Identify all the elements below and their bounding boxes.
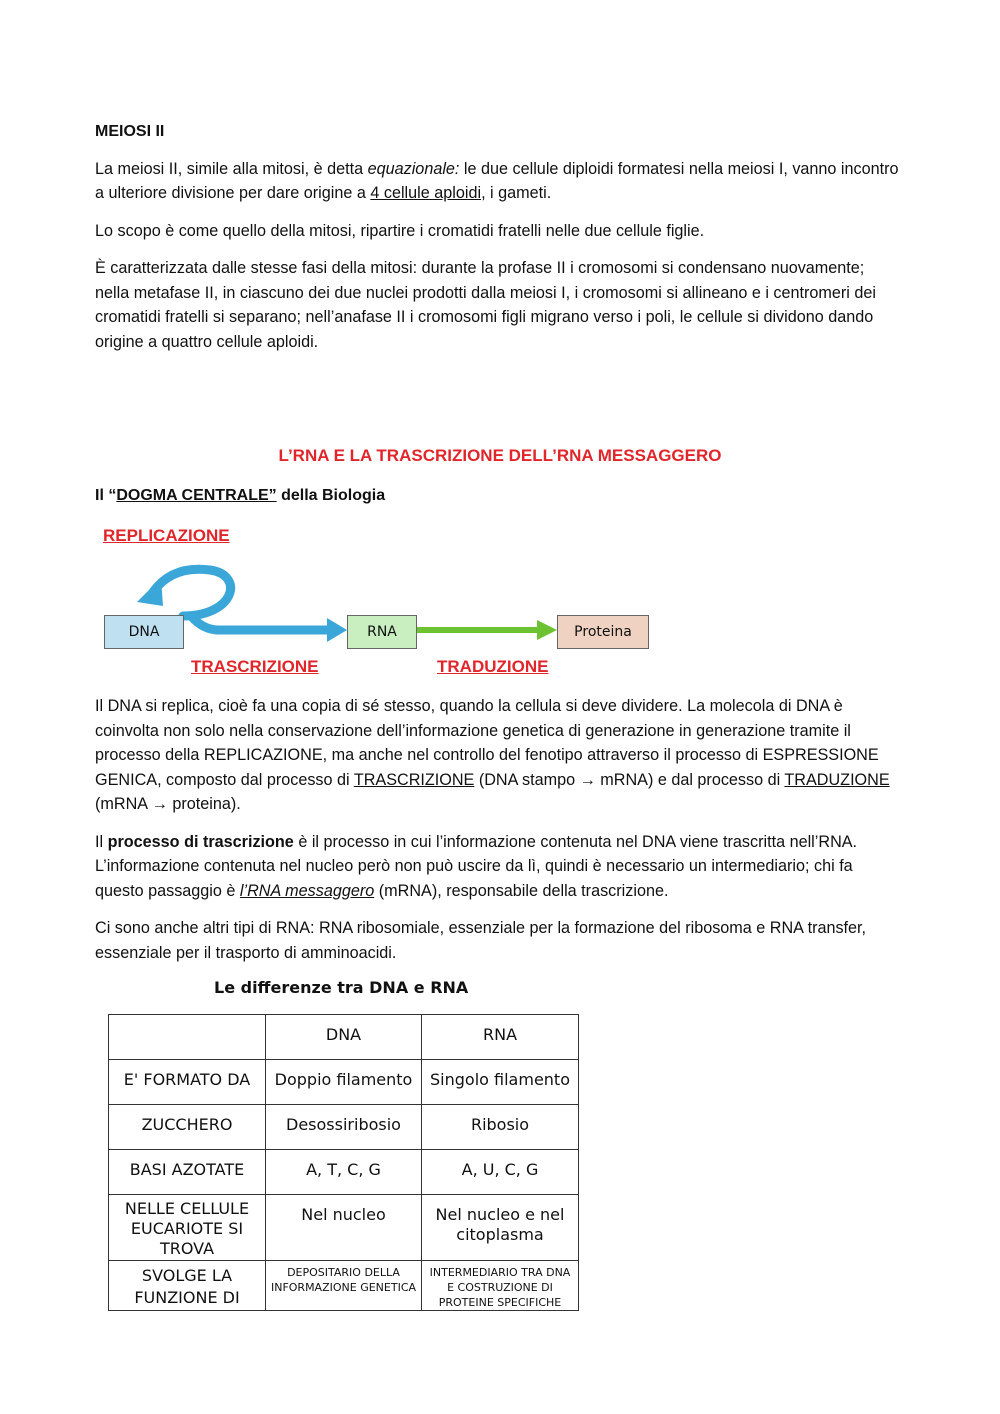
replication-loop-arrow	[153, 569, 231, 616]
label-replicazione: REPLICAZIONE	[103, 526, 230, 545]
table-cell: SVOLGE LA FUNZIONE DI	[109, 1261, 266, 1311]
table-cell: Ribosio	[422, 1105, 579, 1150]
replication-arrowhead	[137, 578, 163, 606]
body-paragraph-1: Il DNA si replica, cioè fa una copia di sé stesso, quando la cellula si deve dividere. La molecola di DNA è coinvolta non solo nella conservazione dell’informazione genetica di generazione in generazione tramite il processo della REPLICAZIONE, ma anche nel controllo del fenotipo attraverso il processo di ESPRESSIONE GENICA, composto dal processo di TRASCRIZIONE (DNA stampo → mRNA) e dal processo di TRADUZIONE (mRNA → proteina).	[95, 697, 890, 813]
table-cell: Doppio filamento	[266, 1060, 422, 1105]
table-header-cell: DNA	[266, 1015, 422, 1060]
box-rna: RNA	[347, 615, 417, 649]
table-cell: BASI AZOTATE	[109, 1150, 266, 1195]
meiosi-paragraph-2: Lo scopo è come quello della mitosi, ripartire i cromatidi fratelli nelle due cellule figlie.	[95, 221, 705, 240]
table-cell: DEPOSITARIO DELLA INFORMAZIONE GENETICA	[266, 1261, 422, 1311]
translation-arrowhead	[537, 620, 557, 640]
central-dogma-diagram	[95, 520, 665, 690]
table-cell: Desossiribosio	[266, 1105, 422, 1150]
box-dna: DNA	[104, 615, 184, 649]
box-proteina: Proteina	[557, 615, 649, 649]
table-cell: INTERMEDIARIO TRA DNA E COSTRUZIONE DI PROTEINE SPECIFICHE	[422, 1261, 579, 1311]
rna-body	[95, 694, 900, 965]
table-header-cell	[109, 1015, 266, 1060]
table-cell: Nel nucleo e nel citoplasma	[422, 1195, 579, 1261]
meiosi-paragraph-1: La meiosi II, simile alla mitosi, è detta equazionale: le due cellule diploidi formatesi nella meiosi I, vanno incontro a ulteriore divisione per dare origine a 4 cellule aploidi, i gameti.	[95, 159, 899, 202]
table-cell: NELLE CELLULE EUCARIOTE SI TROVA	[109, 1195, 266, 1261]
table-cell: ZUCCHERO	[109, 1105, 266, 1150]
table-row	[109, 1195, 579, 1261]
table-row	[109, 1060, 579, 1105]
label-trascrizione: TRASCRIZIONE	[191, 657, 319, 676]
table-row	[109, 1105, 579, 1150]
table-cell: Nel nucleo	[266, 1195, 422, 1261]
table-title: Le differenze tra DNA e RNA	[214, 978, 469, 997]
table-header-row	[109, 1015, 579, 1060]
table-cell: A, T, C, G	[266, 1150, 422, 1195]
label-traduzione: TRADUZIONE	[437, 657, 549, 676]
table-row	[109, 1261, 579, 1311]
meiosi-paragraph-3: È caratterizzata dalle stesse fasi della mitosi: durante la profase II i cromosomi si condensano nuovamente; nella metafase II, in ciascuno dei due nuclei prodotti dalla meiosi I, i cromosomi si allineano e i centromeri dei cromatidi fratelli si separano; nell’anafase II i cromosomi figli migrano verso i poli, le cellule si dividono dando origine a quattro cellule aploidi.	[95, 259, 876, 351]
meiosi-section	[95, 120, 900, 354]
transcription-arrowhead	[327, 618, 347, 642]
dogma-subtitle-wrap	[95, 484, 900, 509]
rna-section-title: L’RNA E LA TRASCRIZIONE DELL’RNA MESSAGGERO	[278, 446, 722, 465]
table-header-cell: RNA	[422, 1015, 579, 1060]
table-cell: A, U, C, G	[422, 1150, 579, 1195]
dogma-subtitle: Il “DOGMA CENTRALE” della Biologia	[95, 487, 386, 504]
table-row	[109, 1150, 579, 1195]
dna-rna-table	[108, 1014, 579, 1311]
body-paragraph-3: Ci sono anche altri tipi di RNA: RNA ribosomiale, essenziale per la formazione del ribosoma e RNA transfer, essenziale per il trasporto di amminoacidi.	[95, 919, 867, 962]
body-paragraph-2: Il processo di trascrizione è il processo in cui l’informazione contenuta nel DNA viene trascritta nell’RNA. L’informazione contenuta nel nucleo però non può uscire da lì, quindi è necessario un intermediario; chi fa questo passaggio è l’RNA messaggero (mRNA), responsabile della trascrizione.	[95, 832, 858, 900]
table-cell: E' FORMATO DA	[109, 1060, 266, 1105]
table-cell: Singolo filamento	[422, 1060, 579, 1105]
meiosi-title: MEIOSI II	[95, 123, 165, 140]
